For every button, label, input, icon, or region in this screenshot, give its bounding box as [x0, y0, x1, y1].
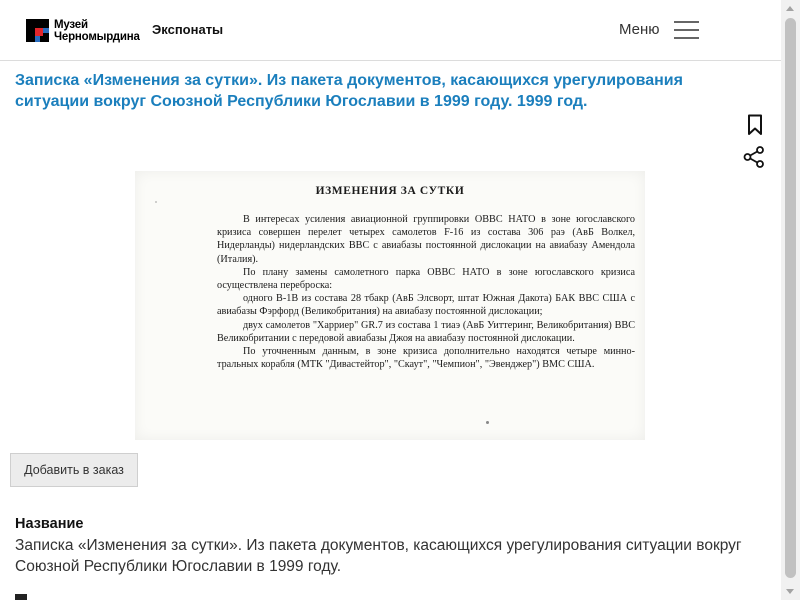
document-scan-image[interactable] — [135, 171, 645, 440]
bookmark-icon[interactable] — [747, 114, 763, 136]
scroll-down-icon[interactable] — [786, 589, 794, 594]
logo-line-1: Музей — [54, 19, 88, 31]
logo-text — [54, 19, 144, 43]
nav-link-exhibits[interactable]: Экспонаты — [152, 22, 224, 37]
document-paragraph: По плану замены самолетного парка ОВВС НАТО в зоне югославского кризиса осуществлена переброска: — [217, 266, 635, 292]
scan-speck — [155, 201, 157, 203]
museum-logo[interactable] — [26, 19, 144, 43]
scroll-up-icon[interactable] — [786, 6, 794, 11]
site-header — [0, 0, 781, 61]
page-title: Записка «Изменения за сутки». Из пакета документов, касающихся урегулирования ситуации вокруг Союзной Республики Югославии в 1999 году. 1999 год. — [15, 72, 683, 110]
menu-label[interactable]: Меню — [619, 21, 660, 38]
share-icon[interactable] — [743, 146, 765, 168]
logo-line-2: Черномырдина — [54, 31, 140, 43]
document-paragraph: двух самолетов "Харриер" GR.7 из состава 1 тиаэ (АвБ Уиттеринг, Великобритания) ВВС Великобритании с передовой авиабазы Джоя на авиабазу постоянной дислокации. — [217, 319, 635, 344]
page-scrollbar[interactable] — [781, 0, 800, 600]
document-paragraph: По уточненным данным, в зоне кризиса дополнительно находятся четыре минно-тральных корабля (МТК "Дивастейтор", "Скаут", "Чемпион", "Эвенджер") ВМС США. — [217, 346, 635, 371]
document-paragraph: одного В-1В из состава 28 тбакр (АвБ Элсворт, штат Южная Дакота) БАК ВВС США с авиабазы Фэрфорд (Великобритания) на авиабазу постоянной дислокации; — [217, 293, 635, 318]
name-field-label: Название — [15, 516, 84, 532]
document-paragraph: В интересах усиления авиационной группировки ОВВС НАТО в зоне югославского кризиса совершен перелет четырех самолетов F-16 из состава 306 раэ (АвБ Волкел, Нидерланды) нидерландских ВВС с авиабазы постоянной дислокации на авиабазу Амендола (Италия). — [217, 214, 635, 265]
name-field-value: Записка «Изменения за сутки». Из пакета документов, касающихся урегулирования ситуации вокруг Союзной Республики Югославии в 1999 году. — [15, 537, 742, 575]
scrollbar-thumb[interactable] — [785, 18, 796, 578]
logo-mark-icon — [26, 19, 49, 42]
next-field-label-fragment — [15, 594, 29, 600]
hamburger-menu-icon[interactable] — [674, 20, 699, 39]
document-body — [217, 213, 635, 371]
add-to-order-button[interactable]: Добавить в заказ — [10, 453, 138, 487]
document-heading: ИЗМЕНЕНИЯ ЗА СУТКИ — [315, 185, 465, 197]
scan-speck — [486, 421, 489, 424]
